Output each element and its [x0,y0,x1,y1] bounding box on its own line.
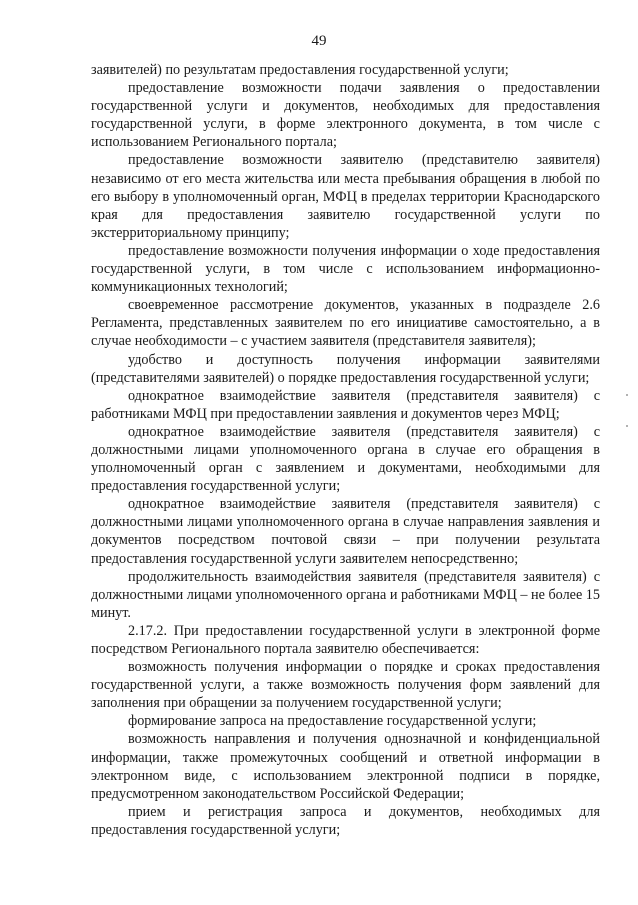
paragraph: своевременное рассмотрение документов, указанных в подразделе 2.6 Регламента, представленных заявителем по его инициативе самостоятельно, а в случае необходимости – с участием заявителя (представителя заявителя); [91,297,600,350]
paragraph: предоставление возможности подачи заявления о предоставлении государственной услуги и документов, необходимых для предоставления государственной услуги, в форме электронного документа, в том числе с использованием Регионального портала; [91,80,600,151]
paragraph: удобство и доступность получения информации заявителями (представителями заявителей) о порядке предоставления государственной услуги; [91,351,600,386]
paragraph: формирование запроса на предоставление государственной услуги; [128,713,537,730]
paragraph: предоставление возможности получения информации о ходе предоставления государственной услуги, в том числе с использованием информационно-коммуникационных технологий; [91,242,600,296]
scan-artifact [626,394,628,396]
body-text [91,61,600,839]
page-number: 49 [311,33,327,49]
paragraph: заявителей) по результатам предоставления государственной услуги; [91,62,509,78]
paragraph: однократное взаимодействие заявителя (представителя заявителя) с работниками МФЦ при предоставлении заявления и документов через МФЦ; [91,387,600,422]
paragraph: продолжительность взаимодействия заявителя (представителя заявителя) с должностными лицами уполномоченного органа и работниками МФЦ – не более 15 минут. [91,568,600,621]
paragraph: однократное взаимодействие заявителя (представителя заявителя) с должностными лицами уполномоченного органа в случае направления заявления и документов посредством почтовой связи – при получении результата предоставления государственной услуги заявителем непосредственно; [91,496,600,567]
section-paragraph: 2.17.2. При предоставлении государственной услуги в электронной форме посредством Регионального портала заявителю обеспечивается: [91,622,600,657]
paragraph: однократное взаимодействие заявителя (представителя заявителя) с должностными лицами уполномоченного органа в случае его обращения в уполномоченный орган с заявлением и документами, необходимыми для предоставления государственной услуги; [91,423,600,495]
paragraph: возможность получения информации о порядке и сроках предоставления государственной услуги, а также возможность получения форм заявлений для заполнения при обращении за получением государственной услуги; [91,659,600,712]
paragraph: предоставление возможности заявителю (представителю заявителя) независимо от его места жительства или места пребывания обращения в любой по его выбору в уполномоченный орган, МФЦ в пределах территории Краснодарского края для предоставления заявителю государственной услуги по экстерриториальному принципу; [91,152,600,241]
paragraph: возможность направления и получения однозначной и конфиденциальной информации, также промежуточных сообщений и ответной информации в электронном виде, с использованием электронной подписи в порядке, предусмотренном законодательством Российской Федерации; [91,731,600,802]
scan-artifact [626,425,628,427]
paragraph: прием и регистрация запроса и документов, необходимых для предоставления государственной услуги; [91,803,600,838]
